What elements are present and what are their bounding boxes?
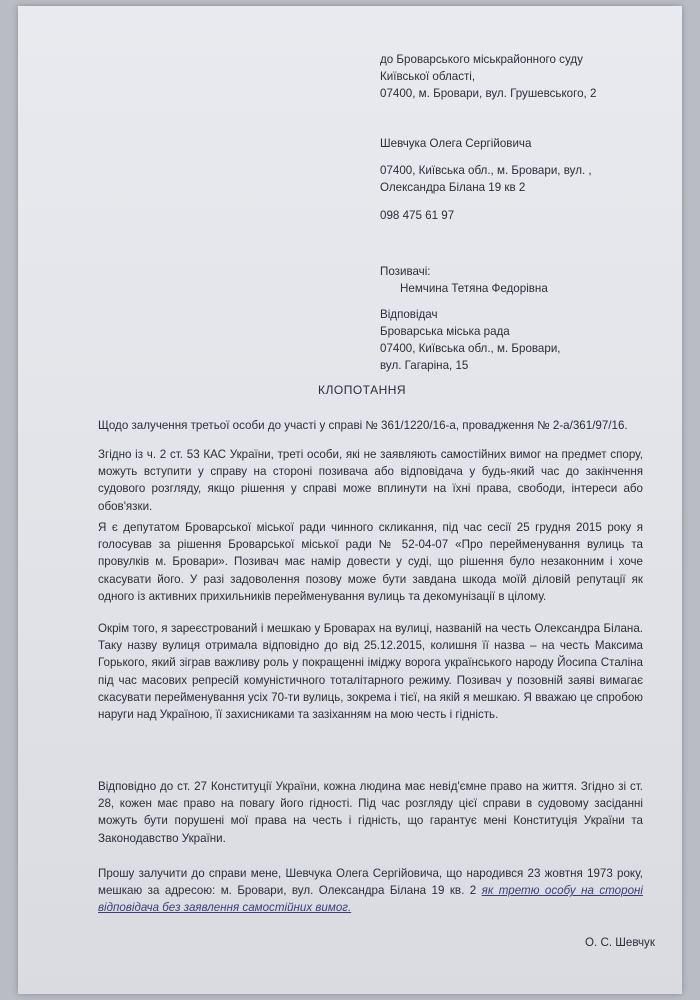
applicant-phone-text: 098 475 61 97 [380, 209, 455, 222]
applicant-address [380, 162, 592, 196]
defendant-address-line-1: 07400, Київська обл., м. Бровари, [380, 342, 561, 355]
defendant-address-line-2: вул. Гагаріна, 15 [380, 359, 469, 372]
applicant-address-line-1: 07400, Київська обл., м. Бровари, вул. , [380, 164, 592, 177]
defendant-block [380, 306, 561, 374]
paragraph-4-text: Відповідно до ст. 27 Конституції України, кожна людина має невід'ємне право на життя. Згідно зі ст. 28, кожен має право на повагу його гідності. Під час розгляду цієї справи в судовому засіданні можуть бути порушені мої права на честь і гідність, що гарантує мені Конституція України та Законодавство України. [98, 780, 643, 845]
defendant-name: Броварська міська рада [380, 325, 510, 338]
paragraph-5-typed: Прошу залучити до справи мене, Шевчука Олега Сергійовича, що народився 23 жовтня 1973 року, мешкаю за адресою: м. Бровари, вул. Олександра Білана 19 кв. 2 [98, 867, 643, 898]
paragraph-1-text: Згідно із ч. 2 ст. 53 КАС України, треті особи, які не заявляють самостійних вимог на предмет спору, можуть вступити у справу на стороні позивача або відповідача у будь-який час до закінчення судового розгляду, якщо рішення у справі може вплинути на їхні права, свободи, інтереси або обов'язки. [98, 448, 643, 513]
paragraph-5-text [98, 865, 643, 917]
addressee-line-3: 07400, м. Бровари, вул. Грушевського, 2 [380, 87, 597, 100]
plaintiff-name: Немчина Тетяна Федорівна [400, 282, 548, 295]
applicant-phone [380, 207, 454, 224]
subject-text: Щодо залучення третьої особи до участі у справі № 361/1220/16-а, провадження № 2-а/361/97/16. [98, 419, 628, 432]
applicant-name [380, 135, 531, 152]
addressee-line-2: Київської області, [380, 70, 476, 83]
document-page [18, 6, 682, 994]
paragraph-5-handwritten: як третю особу на стороні відповідача без заявлення самостійних вимог. [98, 884, 643, 915]
document-title: КЛОПОТАННЯ [318, 383, 407, 397]
defendant-label: Відповідач [380, 308, 438, 321]
paragraph-5 [98, 865, 643, 917]
paragraph-4 [98, 778, 643, 847]
plaintiff-block [380, 263, 548, 297]
paragraph-2-text: Я є депутатом Броварської міської ради чинного скликання, під час сесії 25 грудня 2015 року я голосував за рішення Броварської міської ради № 52-04-07 «Про перейменування вулиць та провулків м. Бровари». Позивач має намір довести у суді, що рішення було незаконним і хоче скасувати його. У разі задоволення позову може бути завдана шкода моїй діловій репутації як одного із активних прихильників перейменування вулиць та декомунізації в цілому. [98, 521, 643, 603]
paragraph-1 [98, 446, 643, 515]
applicant-name-text: Шевчука Олега Сергійовича [380, 137, 532, 150]
applicant-address-line-2: Олександра Білана 19 кв 2 [380, 181, 526, 194]
paragraph-3-text: Окрім того, я зареєстрований і мешкаю у Броварах на вулиці, названій на честь Олександра Білана. Таку назву вулиця отримала відповідно до від 25.12.2015, колишня її назва – на честь Максима Горького, який зіграв важливу роль у покращенні іміджу ворога українського народу Йосипа Сталіна під час масових репресій комуністичного тоталітарного режиму. Позивач у позовній заяві вимагає скасувати перейменування усіх 70-ти вулиць, зокрема і тієї, на якій я мешкаю. Я вважаю це спробою наруги над Україною, її захисниками та зазіханням на мою честь і гідність. [98, 622, 643, 722]
plaintiff-label: Позивачі: [380, 265, 431, 278]
paragraph-2 [98, 519, 643, 605]
addressee-block [380, 51, 596, 102]
signature: О. С. Шевчук [585, 936, 655, 949]
paragraph-3 [98, 620, 643, 723]
addressee-line-1: до Броварського міськрайонного суду [380, 53, 583, 66]
subject-line [98, 417, 643, 434]
